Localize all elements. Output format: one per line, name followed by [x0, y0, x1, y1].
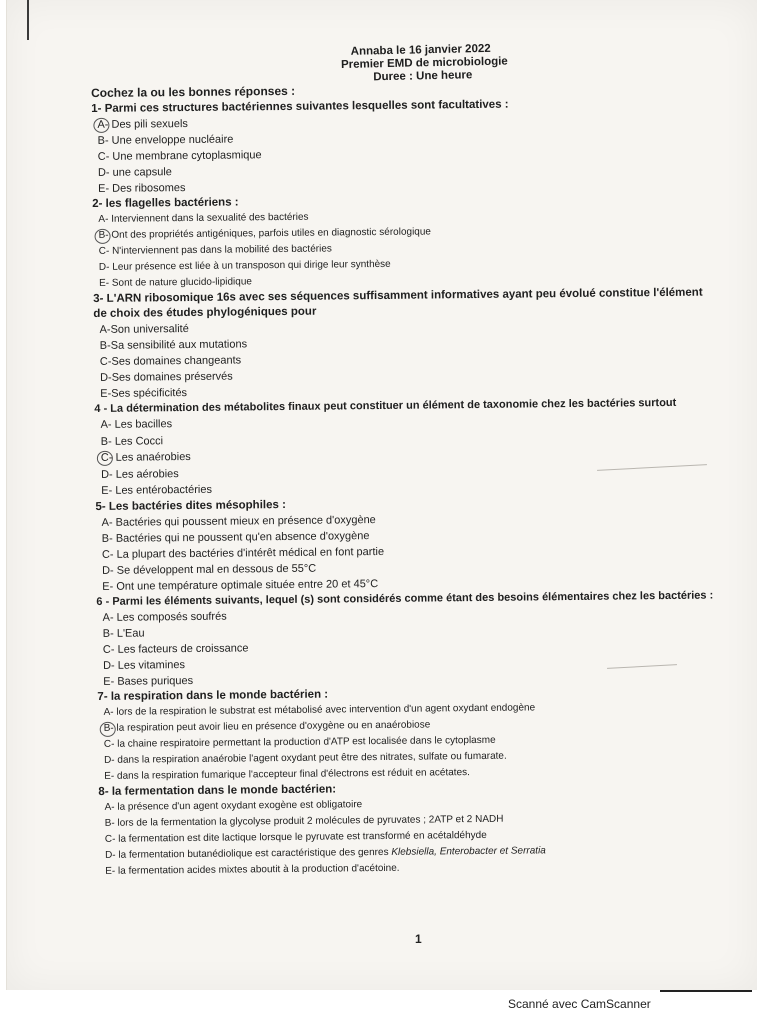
option-b: B- L'Eau	[102, 626, 145, 640]
option-a: A- Bactéries qui poussent mieux en présence d'oxygène	[101, 513, 376, 529]
question-2	[92, 191, 713, 292]
exam-content	[91, 80, 719, 880]
option-a: A- la présence d'un agent oxydant exogène est obligatoire	[104, 798, 363, 813]
scanner-bar	[660, 990, 752, 992]
option-b: B- Les Cocci	[100, 434, 164, 448]
instructions: Cochez la ou les bonnes réponses :	[91, 83, 296, 100]
question-title: 6 - Parmi les éléments suivants, lequel (s) sont considérés comme étant des besoins élémentaires chez les bactéries :	[96, 589, 714, 608]
option-e: E- Sont de nature glucido-lipidique	[99, 276, 253, 289]
option-b: B- Une enveloppe nucléaire	[97, 133, 234, 147]
scanned-page	[6, 0, 757, 990]
option-b: B- Bactéries qui ne poussent qu'en absence d'oxygène	[101, 529, 370, 545]
option-c: C- Une membrane cytoplasmique	[97, 149, 262, 163]
option-d-text: D- la fermentation butanédiolique est caractéristique des genres	[104, 846, 392, 861]
option-d: D- Leur présence est liée à un transposon qui dirige leur synthèse	[98, 258, 391, 273]
option-e: E- Ont une température optimale située entre 20 et 45°C	[102, 577, 379, 593]
option-a: A- Les bacilles	[100, 418, 173, 431]
question-7	[97, 683, 718, 784]
question-title: 7- la respiration dans le monde bactérien :	[97, 688, 329, 703]
header-date: Annaba le 16 janvier 2022	[350, 42, 491, 58]
option-d: D- une capsule	[97, 166, 172, 179]
question-title: 5- Les bactéries dites mésophiles :	[95, 498, 286, 513]
question-title: 1- Parmi ces structures bactériennes suivantes lesquelles sont facultatives :	[91, 98, 509, 115]
exam-header	[337, 42, 538, 85]
header-title: Premier EMD de microbiologie	[340, 55, 508, 72]
option-d: D- Les aérobies	[101, 467, 179, 481]
option-e: E- Des ribosomes	[98, 182, 186, 195]
option-d: D- Se développent mal en dessous de 55°C	[102, 562, 317, 577]
option-e: E- Les entérobactéries	[101, 483, 212, 497]
question-title: 8- la fermentation dans le monde bactérien:	[98, 782, 337, 798]
question-5	[95, 493, 716, 594]
option-d: D- dans la respiration anaérobie l'agent oxydant peut être des nitrates, sulfate ou fumarate.	[104, 750, 507, 766]
page-edge-mark	[27, 0, 29, 40]
option-e: E-Ses spécificités	[100, 387, 188, 400]
question-4	[94, 395, 715, 499]
question-6	[96, 588, 717, 689]
page-number: 1	[415, 932, 422, 946]
option-b: B- lors de la fermentation la glycolyse produit 2 molécules de pyruvates ; 2ATP et 2 NADH	[104, 813, 504, 829]
option-c: C- la fermentation est dite lactique lorsque le pyruvate est transformé en acétaldéhyde	[104, 829, 487, 845]
option-c: C-Ses domaines changeants	[99, 354, 242, 368]
question-8	[98, 778, 719, 879]
question-title: 3- L'ARN ribosomique 16s avec ses séquences suffisamment informatives ayant peu évolué constitue l'élément de choix des études phylogéniques pour	[93, 286, 703, 320]
header-duration: Duree : Une heure	[373, 69, 473, 84]
question-title: 2- les flagelles bactériens :	[92, 196, 239, 210]
option-a: A- lors de la respiration le substrat est métabolisé avec intervention d'un agent oxydant endogène	[103, 701, 536, 718]
option-e: E- dans la respiration fumarique l'accepteur final d'électrons est réduit en acétates.	[104, 766, 470, 782]
question-3	[93, 285, 714, 401]
option-b: B-Sa sensibilité aux mutations	[99, 338, 248, 352]
scanner-watermark: Scanné avec CamScanner	[508, 997, 651, 1011]
option-a: A- Des pili sexuels	[97, 111, 711, 133]
question-title: 4 - La détermination des métabolites finaux peut constituer un élément de taxonomie chez les bactéries surtout	[94, 396, 677, 415]
option-e: E- la fermentation acides mixtes aboutit à la production d'acétoine.	[105, 862, 400, 877]
option-c: C- Les anaérobies	[101, 443, 715, 466]
option-c: C- La plupart des bactéries d'intérêt médical en font partie	[101, 545, 385, 561]
option-b: B- Ont des propriétés antigéniques, parfois utiles en diagnostic sérologique	[98, 221, 712, 243]
option-d-genera: Klebsiella, Enterobacter et Serratia	[391, 844, 546, 858]
option-c: C- N'interviennent pas dans la mobilité des bactéries	[98, 243, 332, 257]
option-d: D- Les vitamines	[103, 658, 186, 672]
question-1	[91, 96, 712, 197]
option-e: E- Bases puriques	[103, 674, 194, 688]
option-a: A- Interviennent dans la sexualité des bactéries	[98, 211, 309, 225]
option-c: C- la chaine respiratoire permettant la production d'ATP est localisée dans le cytoplasme	[103, 734, 496, 750]
option-a: A- Les composés soufrés	[102, 610, 227, 624]
option-a: A-Son universalité	[99, 322, 189, 336]
option-c: C- Les facteurs de croissance	[102, 641, 249, 656]
option-b: B- la respiration peut avoir lieu en présence d'oxygène ou en anaérobiose	[104, 714, 718, 736]
option-d: D-Ses domaines préservés	[99, 370, 233, 384]
